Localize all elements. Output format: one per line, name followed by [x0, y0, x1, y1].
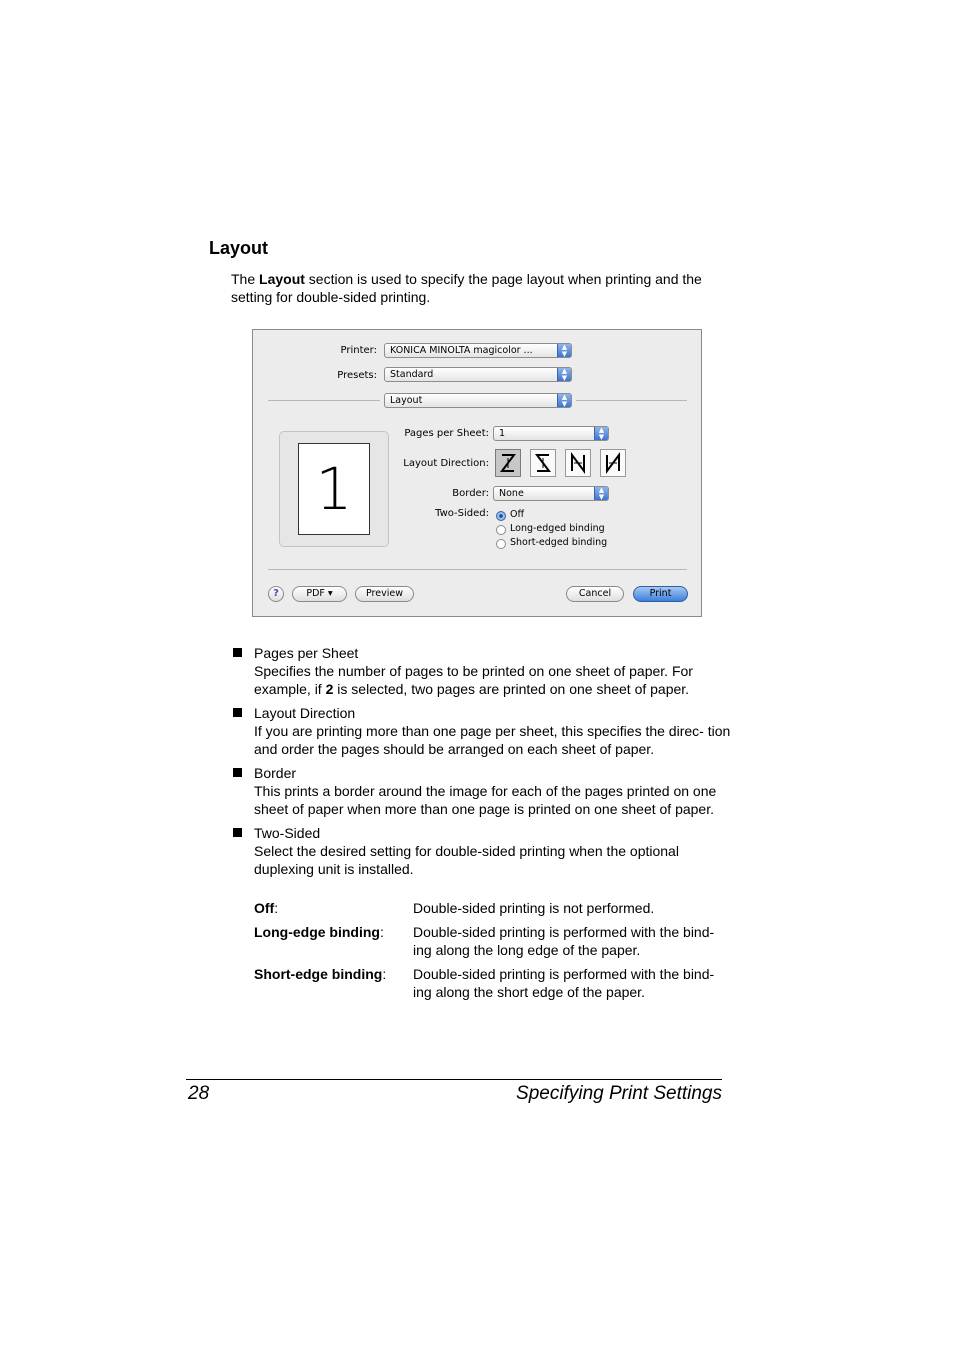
definition-desc: Double-sided printing is not performed. — [413, 900, 655, 916]
layout-direction-mirror-n-button[interactable] — [600, 449, 626, 477]
two-sided-long-label: Long-edged binding — [510, 523, 605, 534]
printer-value: KONICA MINOLTA magicolor ... — [390, 345, 533, 356]
footer-rule — [186, 1079, 722, 1080]
bullet-square-icon — [233, 648, 242, 657]
z-order-icon — [496, 450, 520, 476]
bullet-square-icon — [233, 768, 242, 777]
updown-arrows-icon: ▲ ▼ — [594, 426, 609, 441]
intro-bold-term: Layout — [259, 271, 305, 287]
presets-label: Presets: — [337, 370, 377, 381]
two-sided-long-radio[interactable] — [496, 525, 506, 535]
s-order-icon — [531, 450, 555, 476]
preview-page: 1 — [298, 443, 370, 535]
pane-popup[interactable] — [384, 393, 572, 408]
bottom-separator — [268, 569, 687, 570]
list-item — [231, 644, 731, 698]
bullet-square-icon — [233, 708, 242, 717]
layout-direction-n-button[interactable] — [565, 449, 591, 477]
separator-left — [268, 400, 380, 401]
presets-popup[interactable] — [384, 367, 572, 382]
layout-direction-s-button[interactable] — [530, 449, 556, 477]
list-item — [231, 764, 731, 818]
n-order-icon — [566, 450, 590, 476]
definition-term: Short-edge binding — [254, 966, 383, 982]
pages-per-sheet-popup[interactable] — [493, 426, 609, 441]
definition-desc: Double-sided printing is performed with the bind- ing along the long edge of the paper. — [413, 924, 715, 958]
page-number: 28 — [188, 1083, 210, 1104]
pane-value: Layout — [390, 395, 423, 406]
list-item — [231, 704, 731, 758]
definition-desc: Double-sided printing is performed with the bind- ing along the short edge of the paper. — [413, 966, 715, 1000]
preview-button[interactable]: Preview — [355, 586, 414, 602]
mirror-n-order-icon — [601, 450, 625, 476]
two-sided-off-radio[interactable] — [496, 511, 506, 521]
two-sided-off-label: Off — [510, 509, 525, 520]
pages-per-sheet-label: Pages per Sheet: — [404, 428, 489, 439]
bullet-text: Select the desired setting for double-sided printing when the optional duplexing unit is installed. — [254, 843, 679, 877]
bullet-title: Border — [254, 765, 297, 781]
definition-term: Long-edge binding — [254, 924, 380, 940]
definition-row: Off: Double-sided printing is not performed. — [254, 899, 724, 917]
cancel-button[interactable]: Cancel — [566, 586, 624, 602]
separator-right — [576, 400, 687, 401]
bullet-text: This prints a border around the image for each of the pages printed on one sheet of paper when more than one page is printed on one sheet of paper. — [254, 783, 717, 817]
option-descriptions — [231, 644, 731, 884]
layout-direction-label: Layout Direction: — [403, 458, 489, 469]
layout-preview — [279, 431, 389, 547]
print-button[interactable]: Print — [633, 586, 688, 602]
two-sided-short-radio[interactable] — [496, 539, 506, 549]
two-sided-short-label: Short-edged binding — [510, 537, 608, 548]
bullet-title: Layout Direction — [254, 705, 356, 721]
pages-per-sheet-value: 1 — [499, 428, 506, 439]
bullet-title: Two-Sided — [254, 825, 321, 841]
updown-arrows-icon: ▲ ▼ — [557, 393, 572, 408]
border-value: None — [499, 488, 524, 499]
help-button[interactable]: ? — [268, 586, 284, 602]
section-title: Layout — [209, 238, 269, 258]
bullet-text: If you are printing more than one page per sheet, this specifies the direc- tion and order the pages should be arranged on each sheet of paper. — [254, 723, 731, 757]
printer-popup[interactable] — [384, 343, 572, 358]
bullet-title: Pages per Sheet — [254, 645, 359, 661]
printer-label: Printer: — [340, 345, 377, 356]
updown-arrows-icon: ▲ ▼ — [557, 343, 572, 358]
definition-row: Long-edge binding: Double-sided printing is performed with the bind- ing along the long edge of the paper. — [254, 923, 724, 959]
print-dialog — [252, 329, 702, 617]
definition-row: Short-edge binding: Double-sided printing is performed with the bind- ing along the short edge of the paper. — [254, 965, 724, 1001]
two-sided-label: Two-Sided: — [435, 508, 489, 519]
intro-paragraph: The Layout section is used to specify the page layout when printing and the setting for double-sided printing. — [231, 271, 702, 305]
border-popup[interactable] — [493, 486, 609, 501]
list-item — [231, 824, 731, 878]
updown-arrows-icon: ▲ ▼ — [557, 367, 572, 382]
border-label: Border: — [452, 488, 489, 499]
presets-value: Standard — [390, 369, 434, 380]
definition-term: Off — [254, 900, 275, 916]
layout-direction-z-button[interactable] — [495, 449, 521, 477]
two-sided-definitions — [254, 899, 724, 1007]
bullet-square-icon — [233, 828, 242, 837]
bullet-text: Specifies the number of pages to be printed on one sheet of paper. For example, if 2 is selected, two pages are printed on one sheet of paper. — [254, 663, 693, 697]
updown-arrows-icon: ▲ ▼ — [594, 486, 609, 501]
pdf-button[interactable]: PDF ▾ — [292, 586, 347, 602]
footer-chapter-title: Specifying Print Settings — [516, 1083, 722, 1104]
